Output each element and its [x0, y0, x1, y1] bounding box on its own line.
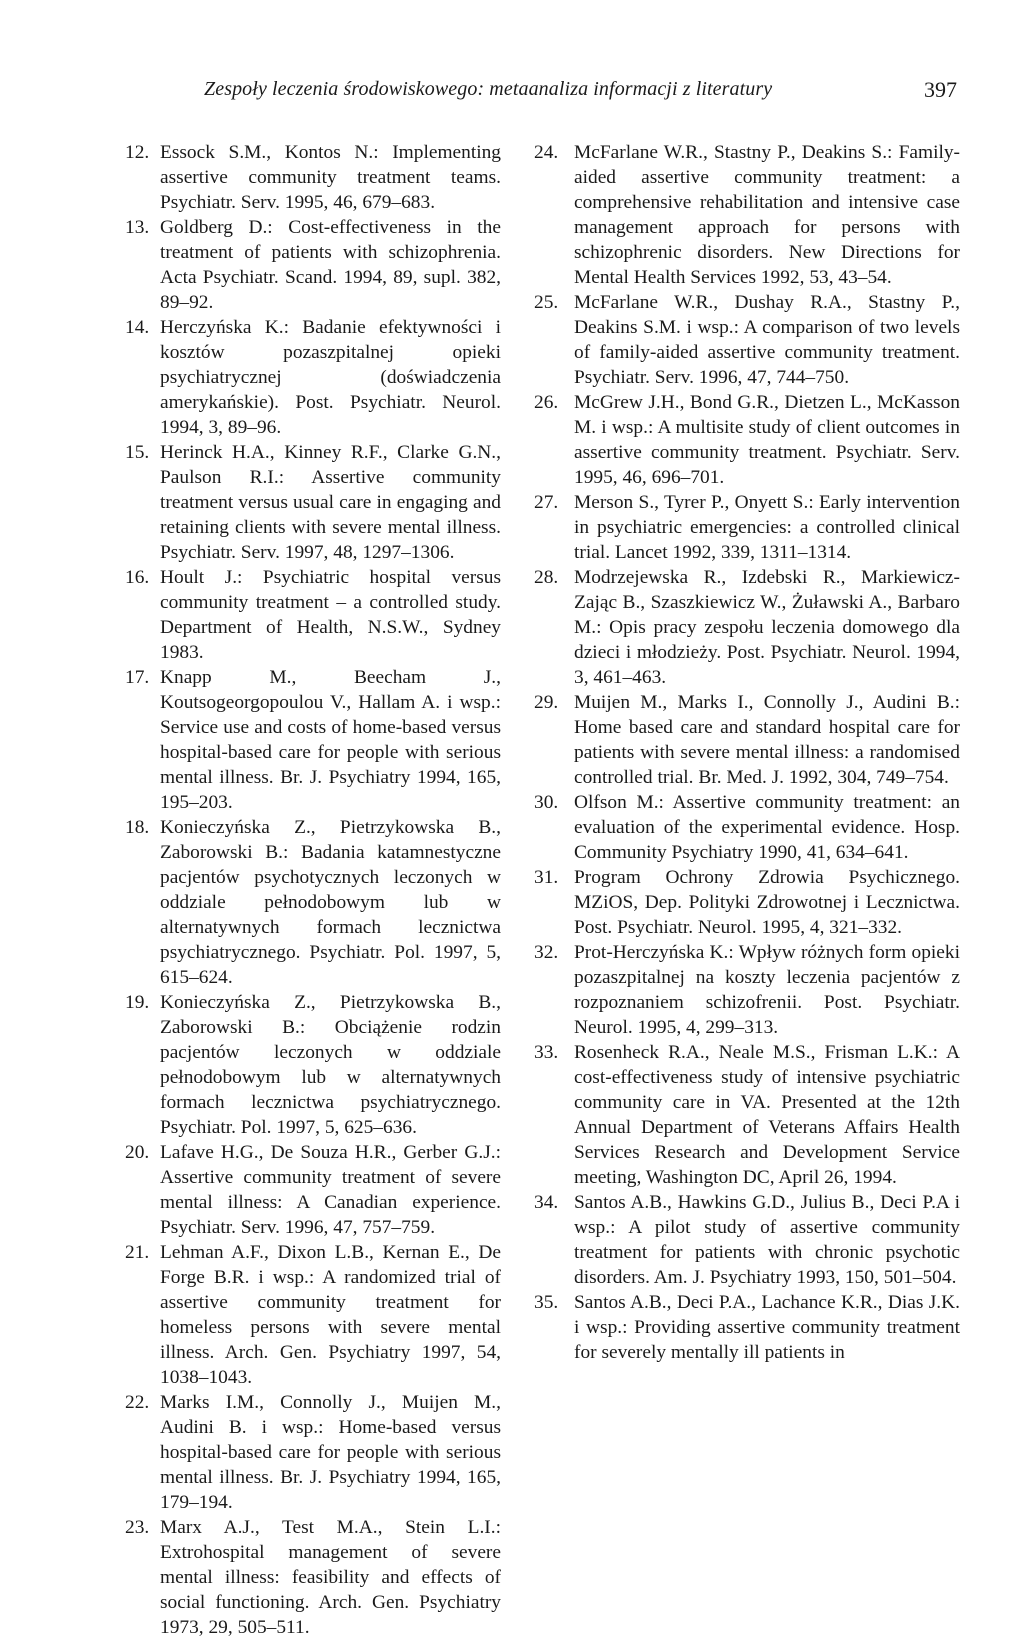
- reference-text: McGrew J.H., Bond G.R., Dietzen L., McKasson M. i wsp.: A multisite study of client outcomes in assertive community treatment. Psychiatr. Serv. 1995, 46, 696–701.: [574, 392, 960, 488]
- reference-number: 28.: [534, 567, 559, 588]
- page-number: 397: [924, 77, 957, 102]
- reference-item: [125, 565, 501, 665]
- reference-text: Santos A.B., Hawkins G.D., Julius B., Deci P.A i wsp.: A pilot study of assertive community treatment for patients with chronic psychotic disorders. Am. J. Psychiatry 1993, 150, 501–504.: [574, 1192, 960, 1288]
- reference-number: 14.: [125, 317, 150, 338]
- reference-text: Marx A.J., Test M.A., Stein L.I.: Extrohospital management of severe mental illness: feasibility and effects of social functioning. Arch. Gen. Psychiatry 1973, 29, 505–511.: [160, 1517, 501, 1638]
- reference-number: 25.: [534, 292, 559, 313]
- reference-number: 17.: [125, 667, 150, 688]
- reference-item: [125, 315, 501, 440]
- reference-item: [534, 290, 960, 390]
- reference-number: 16.: [125, 567, 150, 588]
- reference-text: McFarlane W.R., Dushay R.A., Stastny P., Deakins S.M. i wsp.: A comparison of two levels of family-aided assertive community treatment. Psychiatr. Serv. 1996, 47, 744–750.: [574, 292, 960, 388]
- reference-item: [534, 940, 960, 1040]
- reference-text: Konieczyńska Z., Pietrzykowska B., Zaborowski B.: Badania katamnestyczne pacjentów psychotycznych leczonych w oddziale pełnodobowym lub w alternatywnych formach lecznictwa psychiatrycznego. Psychiatr. Pol. 1997, 5, 615–624.: [160, 817, 501, 988]
- reference-number: 24.: [534, 142, 559, 163]
- reference-text: Santos A.B., Deci P.A., Lachance K.R., Dias J.K. i wsp.: Providing assertive community treatment for severely mentally ill patients in: [574, 1292, 960, 1363]
- reference-text: Knapp M., Beecham J., Koutsogeorgopoulou V., Hallam A. i wsp.: Service use and costs of home-based versus hospital-based care for people with serious mental illness. Br. J. Psychiatry 1994, 165, 195–203.: [160, 667, 501, 813]
- reference-text: Rosenheck R.A., Neale M.S., Frisman L.K.: A cost-effectiveness study of intensive psychiatric community care in VA. Presented at the 12th Annual Department of Veterans Affairs Health Services Research and Development Service meeting, Washington DC, April 26, 1994.: [574, 1042, 960, 1188]
- reference-item: [125, 140, 501, 215]
- reference-item: [125, 1515, 501, 1640]
- reference-text: Lafave H.G., De Souza H.R., Gerber G.J.: Assertive community treatment of severe mental illness: A Canadian experience. Psychiatr. Serv. 1996, 47, 757–759.: [160, 1142, 501, 1238]
- reference-number: 19.: [125, 992, 150, 1013]
- reference-item: [125, 440, 501, 565]
- reference-item: [125, 815, 501, 990]
- reference-number: 34.: [534, 1192, 559, 1213]
- reference-number: 15.: [125, 442, 150, 463]
- reference-item: [534, 390, 960, 490]
- reference-number: 35.: [534, 1292, 559, 1313]
- reference-text: McFarlane W.R., Stastny P., Deakins S.: Family-aided assertive community treatment: a comprehensive rehabilitation and intensive case management approach for persons with schizophrenic disorders. New Directions for Mental Health Services 1992, 53, 43–54.: [574, 142, 960, 288]
- reference-number: 30.: [534, 792, 559, 813]
- reference-item: [534, 1290, 960, 1365]
- reference-item: [534, 790, 960, 865]
- reference-number: 13.: [125, 217, 150, 238]
- reference-text: Lehman A.F., Dixon L.B., Kernan E., De Forge B.R. i wsp.: A randomized trial of assertive community treatment for homeless persons with severe mental illness. Arch. Gen. Psychiatry 1997, 54, 1038–1043.: [160, 1242, 501, 1388]
- reference-text: Essock S.M., Kontos N.: Implementing assertive community treatment teams. Psychiatr. Serv. 1995, 46, 679–683.: [160, 142, 501, 213]
- reference-number: 31.: [534, 867, 559, 888]
- reference-item: [534, 490, 960, 565]
- reference-text: Konieczyńska Z., Pietrzykowska B., Zaborowski B.: Obciążenie rodzin pacjentów leczonych w oddziale pełnodobowym lub w alternatywnych formach lecznictwa psychiatrycznego. Psychiatr. Pol. 1997, 5, 625–636.: [160, 992, 501, 1138]
- reference-number: 22.: [125, 1392, 150, 1413]
- references-left-column: [125, 140, 501, 1640]
- reference-item: [534, 690, 960, 790]
- reference-item: [125, 990, 501, 1140]
- reference-item: [534, 865, 960, 940]
- reference-number: 26.: [534, 392, 559, 413]
- reference-text: Modrzejewska R., Izdebski R., Markiewicz-Zając B., Szaszkiewicz W., Żuławski A., Barbaro M.: Opis pracy zespołu leczenia domowego dla dzieci i młodzieży. Post. Psychiatr. Neurol. 1994, 3, 461–463.: [574, 567, 960, 688]
- reference-number: 27.: [534, 492, 559, 513]
- reference-number: 20.: [125, 1142, 150, 1163]
- reference-number: 18.: [125, 817, 150, 838]
- references-right-column: [534, 140, 960, 1365]
- reference-item: [125, 1390, 501, 1515]
- reference-number: 32.: [534, 942, 559, 963]
- reference-item: [534, 565, 960, 690]
- reference-item: [534, 1040, 960, 1190]
- reference-text: Herczyńska K.: Badanie efektywności i kosztów pozaszpitalnej opieki psychiatrycznej (doświadczenia amerykańskie). Post. Psychiatr. Neurol. 1994, 3, 89–96.: [160, 317, 501, 438]
- reference-item: [125, 1140, 501, 1240]
- reference-number: 33.: [534, 1042, 559, 1063]
- reference-item: [125, 215, 501, 315]
- reference-item: [534, 140, 960, 290]
- running-title: Zespoły leczenia środowiskowego: metaanaliza informacji z literatury: [204, 78, 773, 100]
- reference-item: [534, 1190, 960, 1290]
- reference-number: 29.: [534, 692, 559, 713]
- reference-text: Marks I.M., Connolly J., Muijen M., Audini B. i wsp.: Home-based versus hospital-based care for people with serious mental illness. Br. J. Psychiatry 1994, 165, 179–194.: [160, 1392, 501, 1513]
- reference-text: Merson S., Tyrer P., Onyett S.: Early intervention in psychiatric emergencies: a controlled clinical trial. Lancet 1992, 339, 1311–1314.: [574, 492, 960, 563]
- reference-text: Prot-Herczyńska K.: Wpływ różnych form opieki pozaszpitalnej na koszty leczenia pacjentów z rozpoznaniem schizofrenii. Post. Psychiatr. Neurol. 1995, 4, 299–313.: [574, 942, 960, 1038]
- reference-text: Herinck H.A., Kinney R.F., Clarke G.N., Paulson R.I.: Assertive community treatment versus usual care in engaging and retaining clients with severe mental illness. Psychiatr. Serv. 1997, 48, 1297–1306.: [160, 442, 501, 563]
- reference-number: 12.: [125, 142, 150, 163]
- reference-item: [125, 665, 501, 815]
- reference-text: Hoult J.: Psychiatric hospital versus community treatment – a controlled study. Department of Health, N.S.W., Sydney 1983.: [160, 567, 501, 663]
- reference-item: [125, 1240, 501, 1390]
- reference-number: 21.: [125, 1242, 150, 1263]
- reference-number: 23.: [125, 1517, 150, 1538]
- reference-text: Program Ochrony Zdrowia Psychicznego. MZiOS, Dep. Polityki Zdrowotnej i Lecznictwa. Post. Psychiatr. Neurol. 1995, 4, 321–332.: [574, 867, 960, 938]
- reference-text: Muijen M., Marks I., Connolly J., Audini B.: Home based care and standard hospital care for patients with severe mental illness: a randomised controlled trial. Br. Med. J. 1992, 304, 749–754.: [574, 692, 960, 788]
- reference-text: Olfson M.: Assertive community treatment: an evaluation of the experimental evidence. Hosp. Community Psychiatry 1990, 41, 634–641.: [574, 792, 960, 863]
- reference-text: Goldberg D.: Cost-effectiveness in the treatment of patients with schizophrenia. Acta Psychiatr. Scand. 1994, 89, supl. 382, 89–92.: [160, 217, 501, 313]
